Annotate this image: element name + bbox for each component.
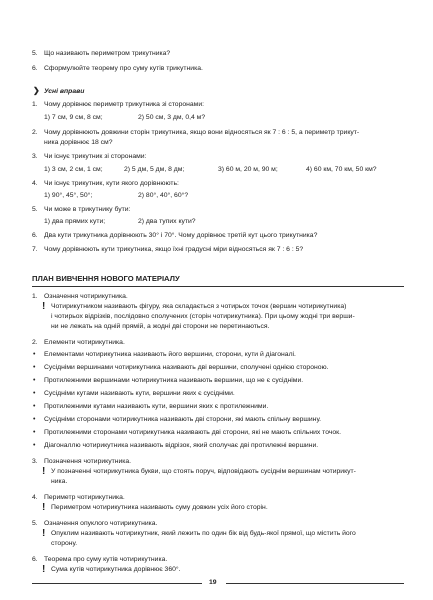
oral-ex5-option-1: 1) два прямих кути;: [44, 218, 106, 225]
plan-2-item: Діагоналлю чотирикутника називають відрізок, який сполучає дві протилежні вершини.: [44, 442, 319, 449]
oral-ex3-option-1: 1) 3 см, 2 см, 1 см;: [44, 166, 103, 173]
plan-1-line1: Чотирикутником називають фігуру, яка складається з чотирьох точок (вершин чотирикутника): [51, 303, 347, 310]
oral-ex4-option-1: 1) 90°, 45°, 50°;: [44, 192, 93, 199]
plan-3-number: 3.: [32, 458, 38, 465]
plan-2-item: Протилежними сторонами чотирикутника називають дві сторони, які не мають спільних точок.: [44, 429, 342, 436]
oral-ex1-option-2: 2) 50 см, 3 дм, 0,4 м?: [138, 114, 206, 121]
exclamation-icon: !: [42, 466, 46, 477]
page-number: 19: [209, 579, 217, 586]
oral-ex2-number: 2.: [32, 129, 38, 136]
bullet-icon: •: [33, 390, 36, 397]
exclamation-icon: !: [42, 502, 46, 513]
chevron-right-icon: ❯: [33, 86, 40, 95]
plan-2-item: Протилежними кутами називають кути, вершини яких є протилежними.: [44, 403, 269, 410]
oral-ex1-number: 1.: [32, 101, 38, 108]
bullet-icon: •: [33, 364, 36, 371]
plan-6-heading: Теорема про суму кутів чотирикутника.: [44, 556, 168, 563]
oral-ex2-line2: ника дорівнює 18 см?: [44, 139, 113, 146]
plan-4-number: 4.: [32, 494, 38, 501]
oral-ex5-text: Чи може в трикутнику бути:: [44, 206, 131, 213]
question-5-text: Що називають периметром трикутника?: [44, 50, 171, 57]
question-6-number: 6.: [32, 65, 38, 72]
plan-5-heading: Означення опуклого чотирикутника.: [44, 520, 158, 527]
plan-1-line2: і чотирьох відрізків, послідовно сполучених (сторін чотирикутника). При цьому жодні три верши-: [51, 313, 355, 320]
plan-6-number: 6.: [32, 556, 38, 563]
plan-1-heading: Означення чотирикутника.: [44, 293, 128, 300]
oral-ex3-text: Чи існує трикутник зі сторонами:: [44, 153, 147, 160]
oral-ex4-number: 4.: [32, 180, 38, 187]
oral-ex2-line1: Чому дорівнюють довжини сторін трикутника, якщо вони відносяться як 7 : 6 : 5, а периметр трикут-: [44, 129, 360, 136]
plan-5-line1: Опуклим називають чотирикутник, який лежить по один бік від будь-якої прямої, що містить його: [51, 530, 356, 537]
section-divider: [32, 286, 404, 287]
plan-3-line2: ника.: [51, 478, 68, 485]
oral-ex1-option-1: 1) 7 см, 9 см, 8 см;: [44, 114, 103, 121]
question-6-text: Сформулюйте теорему про суму кутів трикутника.: [44, 65, 203, 72]
exclamation-icon: !: [42, 564, 46, 575]
exclamation-icon: !: [42, 301, 46, 312]
plan-2-item: Сусідніми сторонами чотирикутника називають дві сторони, які мають спільну вершину.: [44, 416, 322, 423]
bullet-icon: •: [33, 351, 36, 358]
oral-ex4-option-2: 2) 80°, 40°, 60°?: [138, 192, 189, 199]
bullet-icon: •: [33, 403, 36, 410]
oral-ex1-text: Чому дорівнює периметр трикутника зі сторонами:: [44, 101, 205, 108]
plan-5-number: 5.: [32, 520, 38, 527]
oral-ex6-text: Два кути трикутника дорівнюють 30° і 70°. Чому дорівнює третій кут цього трикутника?: [44, 232, 318, 239]
question-5-number: 5.: [32, 50, 38, 57]
oral-ex3-option-4: 4) 60 км, 70 км, 50 км?: [306, 166, 377, 173]
oral-ex4-text: Чи існує трикутник, кути якого дорівнюють:: [44, 180, 179, 187]
plan-4-line1: Периметром чотирикутника називають суму довжин усіх його сторін.: [51, 504, 268, 511]
bullet-icon: •: [33, 377, 36, 384]
oral-ex6-number: 6.: [32, 232, 38, 239]
plan-3-line1: У позначенні чотирикутника букви, що стоять поруч, відповідають сусіднім вершинам чотирикут-: [51, 468, 356, 475]
plan-2-heading: Елементи чотирикутника.: [44, 339, 125, 346]
plan-1-number: 1.: [32, 293, 38, 300]
oral-ex7-number: 7.: [32, 246, 38, 253]
bullet-icon: •: [33, 442, 36, 449]
bullet-icon: •: [33, 429, 36, 436]
plan-2-item: Сусідніми вершинами чотирикутника називають дві вершини, сполучені однією стороною.: [44, 364, 329, 371]
plan-6-line1: Сума кутів чотирикутника дорівнює 360°.: [51, 566, 181, 573]
plan-2-item: Протилежними вершинами чотирикутника називають вершини, що не є сусідніми.: [44, 377, 304, 384]
bullet-icon: •: [33, 416, 36, 423]
oral-ex3-number: 3.: [32, 153, 38, 160]
oral-ex5-option-2: 2) два тупих кути?: [138, 218, 196, 225]
oral-ex7-text: Чому дорівнюють кути трикутника, якщо їхні градусні міри відносяться як 7 : 6 : 5?: [44, 246, 304, 253]
oral-ex3-option-3: 3) 60 м, 20 м, 90 м;: [218, 166, 278, 173]
oral-ex5-number: 5.: [32, 206, 38, 213]
plan-section-title: ПЛАН ВИВЧЕННЯ НОВОГО МАТЕРІАЛУ: [32, 274, 180, 283]
plan-3-heading: Позначення чотирикутника.: [44, 458, 132, 465]
plan-4-heading: Периметр чотирикутника.: [44, 494, 125, 501]
footer-rule-left: [32, 583, 202, 584]
plan-2-item: Сусідніми кутами називають кути, вершини яких є сусідніми.: [44, 390, 235, 397]
oral-ex3-option-2: 2) 5 дм, 5 дм, 8 дм;: [124, 166, 185, 173]
exclamation-icon: !: [42, 528, 46, 539]
plan-5-line2: сторону.: [51, 540, 78, 547]
plan-1-line3: ни не лежать на одній прямій, а жодні дві сторони не перетинаються.: [51, 323, 270, 330]
plan-2-item: Елементами чотирикутника називають його вершини, сторони, кути й діагоналі.: [44, 351, 296, 358]
plan-2-number: 2.: [32, 339, 38, 346]
oral-exercises-heading: Усні вправи: [44, 88, 85, 95]
footer-rule-right: [226, 583, 404, 584]
